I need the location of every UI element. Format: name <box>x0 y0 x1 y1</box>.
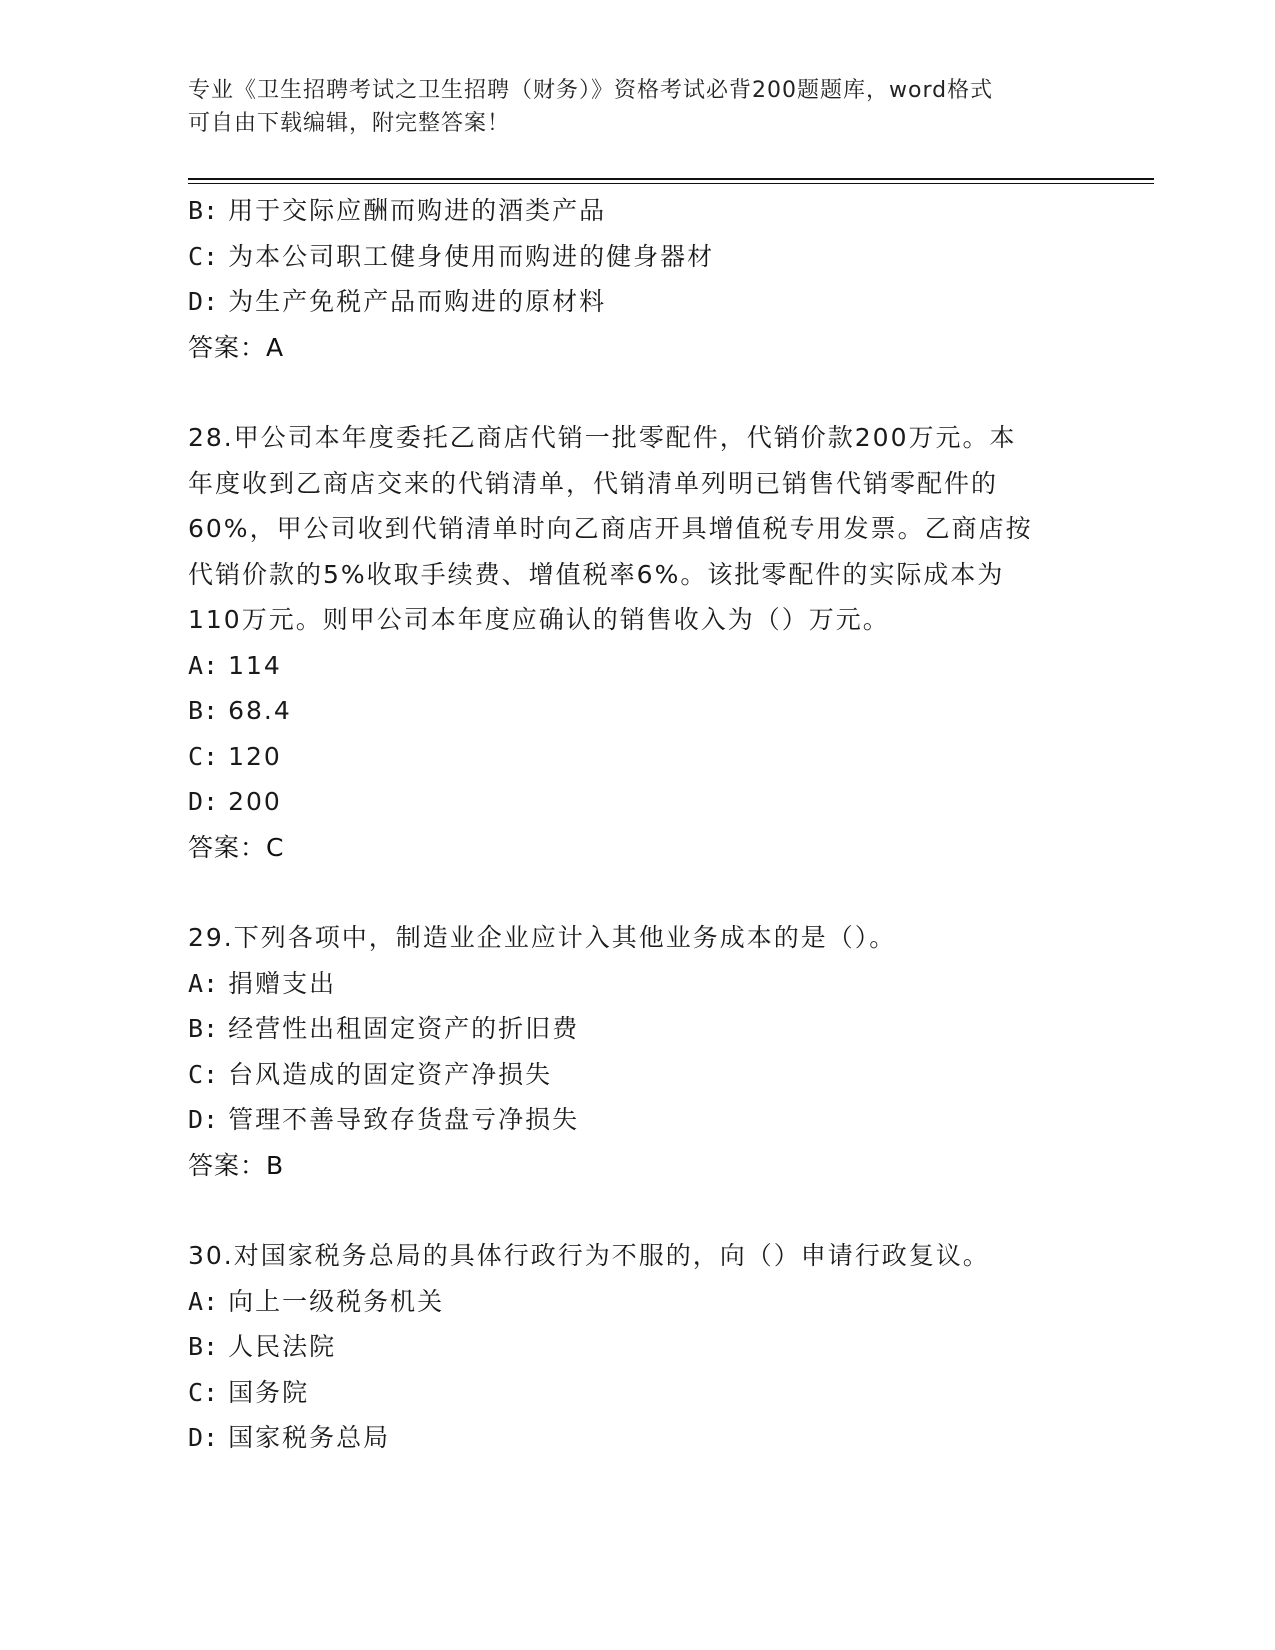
option-b: B: 68.4 <box>188 696 292 725</box>
question-stem-line: 代销价款的5%收取手续费、增值税率6%。该批零配件的实际成本为 <box>188 559 1005 589</box>
option-b: B: 经营性出租固定资产的折旧费 <box>188 1014 580 1043</box>
option-b: B: 人民法院 <box>188 1332 337 1361</box>
answer: 答案：C <box>188 832 285 862</box>
answer: 答案：A <box>188 332 285 362</box>
question-stem-line: 28.甲公司本年度委托乙商店代销一批零配件，代销价款200万元。本 <box>188 423 1017 452</box>
document-header <box>188 74 1068 140</box>
option-c: C: 台风造成的固定资产净损失 <box>188 1059 553 1089</box>
header-line-2: 可自由下载编辑，附完整答案！ <box>188 111 511 136</box>
header-rule-thick <box>188 178 1154 180</box>
header-rule-thin <box>188 183 1154 184</box>
option-c: C: 为本公司职工健身使用而购进的健身器材 <box>188 241 715 271</box>
option-a: A: 向上一级税务机关 <box>188 1286 445 1316</box>
question-29 <box>188 915 1068 1188</box>
question-stem-line: 110万元。则甲公司本年度应确认的销售收入为（）万元。 <box>188 605 890 634</box>
option-d: D: 200 <box>188 787 282 816</box>
question-stem-line: 年度收到乙商店交来的代销清单，代销清单列明已销售代销零配件的 <box>188 468 999 498</box>
question-prev <box>188 188 1088 370</box>
question-stem: 30.对国家税务总局的具体行政行为不服的，向（）申请行政复议。 <box>188 1241 990 1270</box>
option-a: A: 114 <box>188 650 282 680</box>
question-stem-line: 60%，甲公司收到代销清单时向乙商店开具增值税专用发票。乙商店按 <box>188 514 1033 543</box>
question-stem: 29.下列各项中，制造业企业应计入其他业务成本的是（）。 <box>188 923 897 952</box>
option-a: A: 捐赠支出 <box>188 968 337 998</box>
option-d: D: 管理不善导致存货盘亏净损失 <box>188 1105 580 1134</box>
option-d: D: 国家税务总局 <box>188 1423 391 1452</box>
question-list <box>188 188 1088 1461</box>
header-line-1: 专业《卫生招聘考试之卫生招聘（财务）》资格考试必背200题题库，word格式 <box>188 78 994 103</box>
question-30 <box>188 1233 1068 1461</box>
answer: 答案：B <box>188 1150 285 1180</box>
question-28 <box>188 415 1068 870</box>
option-c: C: 120 <box>188 741 282 771</box>
option-b: B: 用于交际应酬而购进的酒类产品 <box>188 196 607 225</box>
option-d: D: 为生产免税产品而购进的原材料 <box>188 287 607 316</box>
option-c: C: 国务院 <box>188 1377 310 1407</box>
